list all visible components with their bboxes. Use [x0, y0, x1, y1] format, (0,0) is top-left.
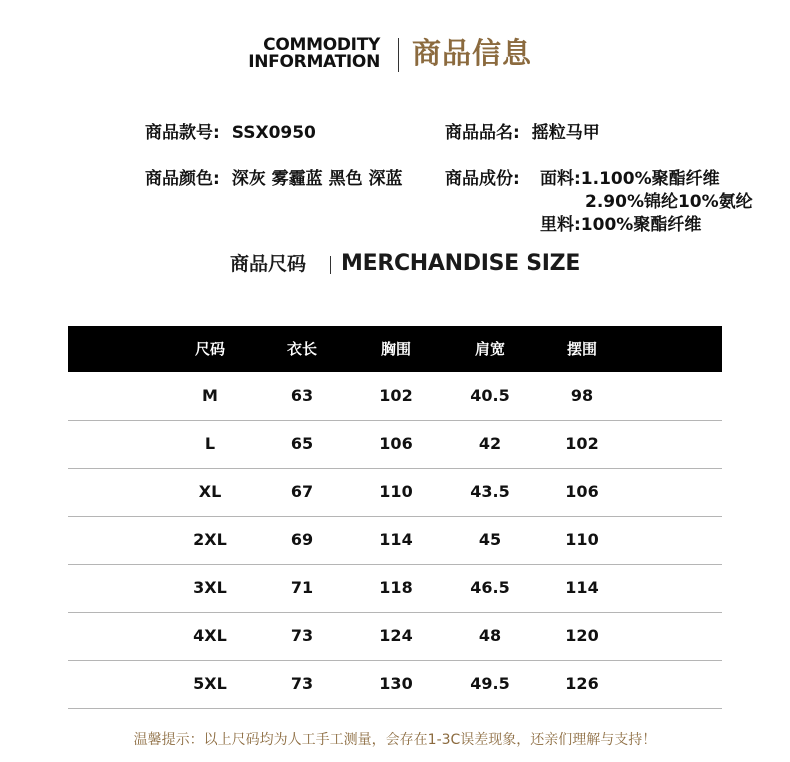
composition-line-1: 面料:1.100%聚酯纤维	[540, 169, 720, 189]
product-code-row	[145, 122, 316, 144]
cell-size: XL	[198, 482, 222, 501]
cell-chest: 130	[379, 674, 413, 693]
cell-shoulder: 40.5	[470, 386, 510, 405]
composition-line-2: 2.90%锦纶10%氨纶	[585, 192, 753, 212]
header-chinese-title: 商品信息	[412, 36, 533, 70]
header-english-line2: INFORMATION	[248, 52, 380, 72]
cell-shoulder: 45	[478, 530, 502, 549]
product-code-label: 商品款号:	[145, 123, 220, 143]
cell-size: 5XL	[193, 674, 227, 693]
cell-size: L	[204, 434, 216, 453]
product-color-row	[145, 168, 403, 190]
table-row	[68, 516, 722, 565]
cell-hem: 126	[565, 674, 599, 693]
size-table-header	[68, 326, 722, 372]
size-section-title-cn: 商品尺码	[230, 253, 307, 275]
size-section-divider	[330, 256, 331, 274]
cell-size: 2XL	[193, 530, 227, 549]
cell-length: 69	[290, 530, 314, 549]
product-name-value: 摇粒马甲	[531, 123, 600, 143]
cell-chest: 106	[379, 434, 413, 453]
cell-shoulder: 42	[478, 434, 502, 453]
cell-chest: 124	[379, 626, 413, 645]
column-header-hem: 摆围	[566, 340, 597, 358]
product-name-label: 商品品名:	[445, 123, 520, 143]
cell-shoulder: 49.5	[470, 674, 510, 693]
product-code-value: SSX0950	[231, 123, 316, 143]
table-row	[68, 660, 722, 709]
cell-shoulder: 43.5	[470, 482, 510, 501]
header-english-title	[236, 37, 380, 71]
product-color-value: 深灰 雾霾蓝 黑色 深蓝	[231, 169, 403, 189]
cell-length: 65	[290, 434, 314, 453]
cell-length: 73	[290, 626, 314, 645]
size-section-title-en: MERCHANDISE SIZE	[341, 251, 581, 276]
cell-hem: 114	[565, 578, 599, 597]
cell-chest: 118	[379, 578, 413, 597]
cell-size: 3XL	[193, 578, 227, 597]
cell-length: 73	[290, 674, 314, 693]
cell-hem: 110	[565, 530, 599, 549]
column-header-chest: 胸围	[380, 340, 411, 358]
cell-hem: 106	[565, 482, 599, 501]
cell-chest: 114	[379, 530, 413, 549]
product-composition-label: 商品成份:	[445, 169, 520, 189]
cell-size: M	[202, 386, 218, 405]
cell-length: 71	[290, 578, 314, 597]
table-row	[68, 420, 722, 469]
cell-chest: 102	[379, 386, 413, 405]
table-row	[68, 372, 722, 421]
header-english-line1: COMMODITY	[263, 35, 380, 55]
header-divider	[398, 38, 399, 72]
measurement-note: 温馨提示：以上尺码均为人工手工测量，会存在1-3C误差现象，还亲们理解与支持！	[133, 732, 657, 748]
cell-length: 63	[290, 386, 314, 405]
column-header-length: 衣长	[286, 340, 317, 358]
cell-length: 67	[290, 482, 314, 501]
table-row	[68, 468, 722, 517]
table-row	[68, 564, 722, 613]
cell-shoulder: 48	[478, 626, 502, 645]
composition-line-3: 里料:100%聚酯纤维	[540, 215, 702, 235]
cell-chest: 110	[379, 482, 413, 501]
column-header-shoulder: 肩宽	[474, 340, 505, 358]
cell-hem: 102	[565, 434, 599, 453]
product-name-row	[445, 122, 600, 144]
table-row	[68, 612, 722, 661]
cell-hem: 98	[570, 386, 594, 405]
product-color-label: 商品颜色:	[145, 169, 220, 189]
cell-size: 4XL	[193, 626, 227, 645]
cell-shoulder: 46.5	[470, 578, 510, 597]
cell-hem: 120	[565, 626, 599, 645]
column-header-size: 尺码	[194, 340, 225, 358]
